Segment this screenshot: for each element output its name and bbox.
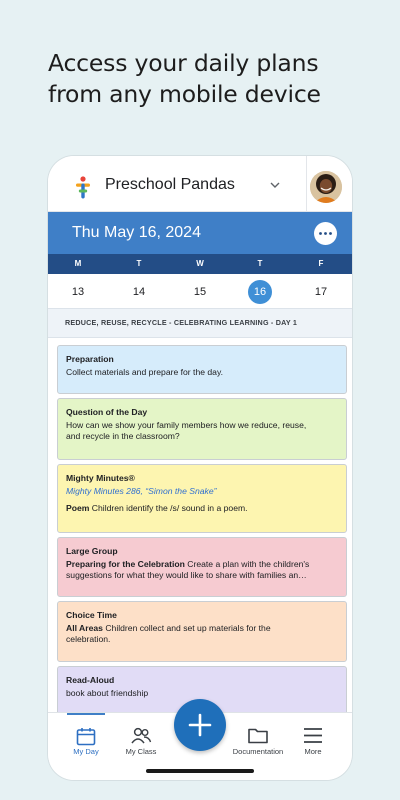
nav-my-class[interactable] xyxy=(111,713,171,759)
day-16-selected[interactable]: 16 xyxy=(248,280,272,304)
weekday-label: F xyxy=(318,259,324,268)
card-question-of-the-day[interactable] xyxy=(57,398,347,460)
activity-text: Children collect and set up materials for the xyxy=(102,622,271,633)
card-text-line-1 xyxy=(66,623,338,635)
top-app-bar xyxy=(48,156,352,212)
card-title: Preparation xyxy=(66,354,114,364)
more-options-button[interactable] xyxy=(314,222,337,245)
card-title: Mighty Minutes® xyxy=(66,473,135,483)
day-15[interactable]: 15 xyxy=(193,286,207,298)
card-text: book about friendship xyxy=(66,687,149,698)
plus-icon xyxy=(188,713,212,737)
card-text: Collect materials and prepare for the day. xyxy=(66,366,223,377)
nav-label: More xyxy=(304,747,322,756)
nav-label: My Class xyxy=(125,747,157,756)
nav-label: My Day xyxy=(73,747,99,756)
headline-line-2: from any mobile device xyxy=(48,80,321,108)
activity-label: Poem xyxy=(66,503,90,513)
card-title: Large Group xyxy=(66,546,118,556)
chevron-down-icon[interactable] xyxy=(269,180,281,190)
weekday-label: T xyxy=(136,259,142,268)
weekday-label: T xyxy=(257,259,263,268)
day-17[interactable]: 17 xyxy=(314,286,328,298)
add-button[interactable] xyxy=(174,699,226,751)
avatar-portrait-icon xyxy=(310,171,342,203)
card-text-line-2: suggestions for what they would like to share with families an… xyxy=(66,570,307,580)
calendar-icon xyxy=(76,727,96,746)
card-title: Choice Time xyxy=(66,610,117,620)
week-day-selector xyxy=(48,274,352,304)
day-14[interactable]: 14 xyxy=(132,286,146,298)
phone-screen xyxy=(48,156,352,780)
weekday-header xyxy=(48,254,352,274)
card-text xyxy=(66,503,338,515)
link-rest-part: 286, “Simon the Snake” xyxy=(123,485,217,496)
activity-label: Preparing for the Celebration xyxy=(66,558,185,569)
date-header xyxy=(48,212,352,254)
card-preparation[interactable] xyxy=(57,345,347,394)
avatar-container xyxy=(306,156,352,212)
activity-text: Children identify the /s/ sound in a poem. xyxy=(89,503,248,513)
card-text-line-1 xyxy=(66,559,338,571)
activity-text: Create a plan with the children's xyxy=(184,558,310,569)
mighty-minutes-link[interactable] xyxy=(66,486,338,498)
card-text-line-2: celebration. xyxy=(66,634,111,644)
more-horizontal-icon xyxy=(319,232,332,235)
nav-label: Documentation xyxy=(232,747,284,756)
headline-line-1: Access your daily plans xyxy=(48,49,319,77)
plan-title: REDUCE, REUSE, RECYCLE - CELEBRATING LEARNING - DAY 1 xyxy=(65,318,298,327)
link-italic-part: Mighty Minutes xyxy=(66,485,124,496)
plan-title-bar xyxy=(48,308,352,338)
people-icon xyxy=(130,727,152,745)
preschool-logo-icon xyxy=(74,176,92,200)
card-title: Read-Aloud xyxy=(66,675,115,685)
marketing-headline xyxy=(48,48,368,110)
weekday-label: W xyxy=(196,259,204,268)
nav-documentation[interactable] xyxy=(228,713,288,759)
organization-name[interactable]: Preschool Pandas xyxy=(105,176,235,193)
day-13[interactable]: 13 xyxy=(71,286,85,298)
current-date-title: Thu May 16, 2024 xyxy=(72,224,201,241)
card-mighty-minutes[interactable] xyxy=(57,464,347,533)
menu-icon xyxy=(303,727,323,744)
active-indicator xyxy=(67,713,105,715)
card-large-group[interactable] xyxy=(57,537,347,597)
nav-more[interactable] xyxy=(283,713,343,759)
card-text-line-1: How can we show your family members how we reduce, reuse, xyxy=(66,419,307,430)
user-avatar[interactable] xyxy=(310,171,342,203)
folder-icon xyxy=(248,727,269,744)
card-title: Question of the Day xyxy=(66,407,148,417)
nav-my-day[interactable] xyxy=(56,713,116,759)
home-indicator xyxy=(146,769,254,773)
card-choice-time[interactable] xyxy=(57,601,347,662)
weekday-label: M xyxy=(74,259,82,268)
activity-label: All Areas xyxy=(66,622,103,633)
card-text-line-2: and recycle in the classroom? xyxy=(66,431,180,441)
